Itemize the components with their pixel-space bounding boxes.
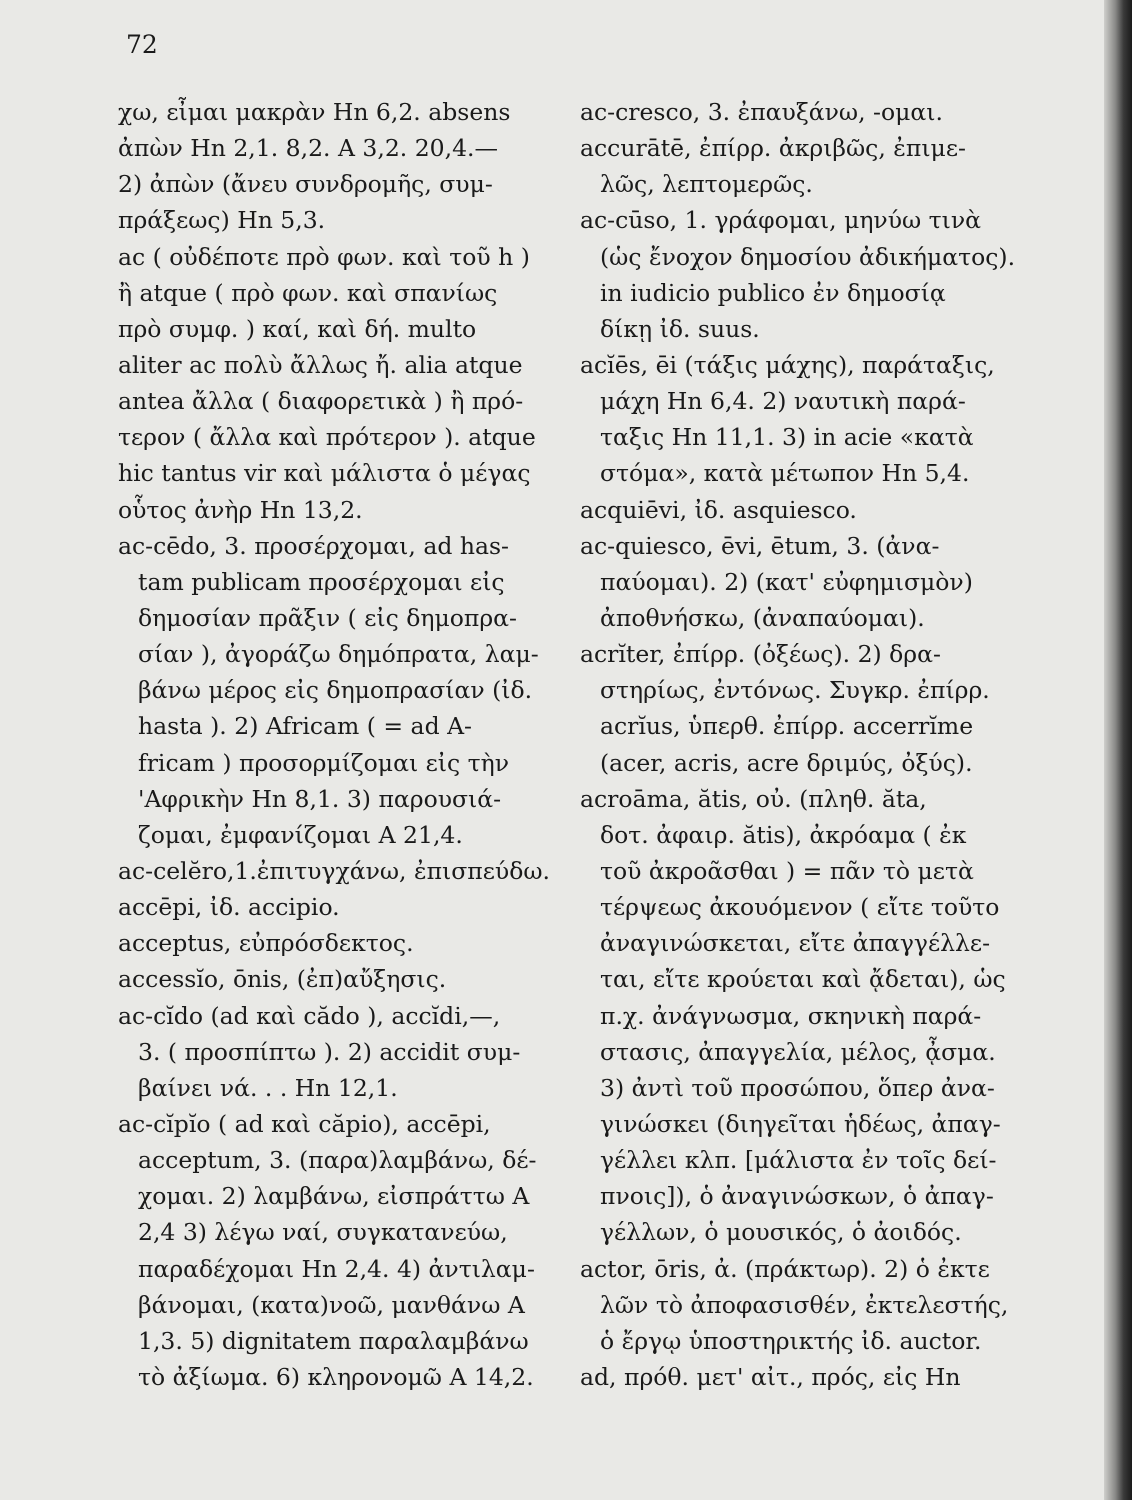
right-column: [580, 94, 1020, 1395]
dictionary-line: χω, εἶμαι μακρὰν Hn 6,2. absens: [118, 98, 511, 126]
dictionary-line: π.χ. ἀνάγνωσμα, σκηνικὴ παρά-: [600, 1001, 982, 1030]
left-column: [118, 94, 558, 1395]
dictionary-line: λῶν τὸ ἀποφασισθέν, ἐκτελεστής,: [600, 1290, 1009, 1319]
dictionary-line: (ὡς ἔνοχον δημοσίου ἀδικήματος).: [600, 242, 1016, 271]
dictionary-line: acceptum, 3. (παρα)λαμβάνω, δέ-: [138, 1146, 537, 1175]
dictionary-line: ταξις Hn 11,1. 3) in acie «κατὰ: [600, 423, 974, 452]
dictionary-line: accēpi, ἰδ. accipio.: [118, 893, 340, 922]
dictionary-line: aliter ac πολὺ ἄλλως ἤ. alia atque: [118, 350, 523, 379]
dictionary-line: acĭēs, ēi (τάξις μάχης), παράταξις,: [580, 350, 995, 379]
dictionary-line: ac-cēdo, 3. προσέρχομαι, ad has-: [118, 531, 509, 560]
dictionary-line: τὸ ἀξίωμα. 6) κληρονομῶ A 14,2.: [138, 1362, 534, 1391]
dictionary-line: πράξεως) Hn 5,3.: [118, 206, 326, 235]
dictionary-line: τερον ( ἄλλα καὶ πρότερον ). atque: [118, 423, 536, 452]
dictionary-line: accessĭo, ōnis, (ἐπ)αὔξησις.: [118, 965, 447, 994]
dictionary-line: βαίνει νά. . . Hn 12,1.: [138, 1073, 398, 1102]
dictionary-line: ac-cresco, 3. ἐπαυξάνω, -ομαι.: [580, 98, 943, 126]
dictionary-line: παραδέχομαι Hn 2,4. 4) ἀντιλαμ-: [138, 1254, 535, 1283]
dictionary-line: σίαν ), ἀγοράζω δημόπρατα, λαμ-: [138, 640, 539, 669]
dictionary-line: στόμα», κατὰ μέτωπον Hn 5,4.: [600, 459, 970, 488]
dictionary-line: μάχη Hn 6,4. 2) ναυτικὴ παρά-: [600, 387, 966, 416]
dictionary-line: ὁ ἔργῳ ὑποστηρικτής ἰδ. auctor.: [600, 1326, 982, 1355]
dictionary-line: fricam ) προσορμίζομαι εἰς τὴν: [138, 748, 510, 777]
dictionary-line: ac-cūso, 1. γράφομαι, μηνύω τινὰ: [580, 206, 982, 235]
dictionary-line: δίκῃ ἰδ. suus.: [600, 314, 760, 343]
dictionary-line: 2,4 3) λέγω ναί, συγκατανεύω,: [138, 1218, 508, 1247]
dictionary-line: acquiēvi, ἰδ. asquiesco.: [580, 495, 857, 524]
dictionary-line: ἀποθνήσκω, (ἀναπαύομαι).: [600, 603, 925, 632]
dictionary-line: acrĭter, ἐπίρρ. (ὀξέως). 2) δρα-: [580, 640, 941, 669]
dictionary-line: γέλλει κλπ. [μάλιστα ἐν τοῖς δεί-: [600, 1146, 997, 1175]
dictionary-line: 'Αφρικὴν Hn 8,1. 3) παρουσιά-: [138, 784, 502, 813]
dictionary-line: βάνω μέρος εἰς δημοπρασίαν (ἰδ.: [138, 676, 533, 705]
dictionary-line: 1,3. 5) dignitatem παραλαμβάνω: [138, 1326, 529, 1355]
dictionary-line: δημοσίαν πρᾶξιν ( εἰς δημοπρα-: [138, 603, 517, 632]
dictionary-line: τέρψεως ἀκουόμενον ( εἴτε τοῦτο: [600, 893, 1000, 922]
dictionary-line: ἢ atque ( πρὸ φων. καὶ σπανίως: [118, 278, 498, 307]
dictionary-line: λῶς, λεπτομερῶς.: [600, 170, 813, 199]
dictionary-line: antea ἄλλα ( διαφορετικὰ ) ἢ πρό-: [118, 387, 524, 416]
dictionary-line: ac-quiesco, ēvi, ētum, 3. (ἀνα-: [580, 531, 940, 560]
dictionary-line: ac-cĭpĭo ( ad καὶ căpio), accēpi,: [118, 1109, 491, 1138]
dictionary-line: βάνομαι, (κατα)νοῶ, μανθάνω A: [138, 1290, 525, 1319]
dictionary-line: ἀπὼν Hn 2,1. 8,2. A 3,2. 20,4.—: [118, 134, 499, 163]
dictionary-line: τοῦ ἀκροᾶσθαι ) = πᾶν τὸ μετὰ: [600, 856, 974, 885]
dictionary-line: πρὸ συμφ. ) καί, καὶ δή. multo: [118, 314, 477, 343]
dictionary-line: hasta ). 2) Africam ( = ad A-: [138, 712, 472, 741]
page-number: 72: [126, 30, 158, 59]
dictionary-line: ται, εἴτε κρούεται καὶ ᾄδεται), ὡς: [600, 965, 1006, 994]
dictionary-line: στασις, ἀπαγγελία, μέλος, ᾆσμα.: [600, 1037, 996, 1066]
dictionary-line: στηρίως, ἐντόνως. Συγκρ. ἐπίρρ.: [600, 676, 990, 705]
page-edge-shadow: [1104, 0, 1132, 1500]
dictionary-line: actor, ōris, ἀ. (πράκτωρ). 2) ὁ ἐκτε: [580, 1254, 990, 1283]
dictionary-line: ζομαι, ἐμφανίζομαι A 21,4.: [138, 820, 463, 849]
dictionary-line: ac ( οὐδέποτε πρὸ φων. καὶ τοῦ h ): [118, 242, 530, 271]
dictionary-line: ἀναγινώσκεται, εἴτε ἀπαγγέλλε-: [600, 929, 991, 958]
dictionary-line: παύομαι). 2) (κατ' εὐφημισμὸν): [600, 567, 973, 596]
dictionary-line: 3. ( προσπίπτω ). 2) accidit συμ-: [138, 1037, 521, 1066]
dictionary-line: in iudicio publico ἐν δημοσίᾳ: [600, 278, 946, 307]
dictionary-line: acrĭus, ὑπερθ. ἐπίρρ. accerrĭme: [600, 712, 974, 741]
dictionary-line: γινώσκει (διηγεῖται ἡδέως, ἀπαγ-: [600, 1109, 1001, 1138]
dictionary-line: οὗτος ἀνὴρ Hn 13,2.: [118, 495, 363, 524]
dictionary-line: γέλλων, ὁ μουσικός, ὁ ἀοιδός.: [600, 1218, 962, 1247]
dictionary-line: accurātē, ἐπίρρ. ἀκριβῶς, ἐπιμε-: [580, 134, 966, 163]
dictionary-line: (acer, acris, acre δριμύς, ὀξύς).: [600, 748, 973, 777]
dictionary-line: 2) ἀπὼν (ἄνευ συνδρομῆς, συμ-: [118, 170, 493, 199]
dictionary-line: hic tantus vir καὶ μάλιστα ὁ μέγας: [118, 459, 531, 488]
dictionary-line: tam publicam προσέρχομαι εἰς: [138, 567, 505, 596]
dictionary-line: δοτ. ἀφαιρ. ătis), ἀκρόαμα ( ἐκ: [600, 820, 967, 849]
dictionary-line: πνοις]), ὁ ἀναγινώσκων, ὁ ἀπαγ-: [600, 1182, 994, 1211]
dictionary-line: 3) ἀντὶ τοῦ προσώπου, ὅπερ ἀνα-: [600, 1073, 995, 1102]
dictionary-line: ac-celĕro,1.ἐπιτυγχάνω, ἐπισπεύδω.: [118, 856, 550, 885]
dictionary-line: ac-cĭdo (ad καὶ cădo ), accĭdi,—,: [118, 1001, 501, 1030]
dictionary-line: ad, πρόθ. μετ' αἰτ., πρός, εἰς Hn: [580, 1362, 961, 1391]
dictionary-line: acroāma, ătis, οὐ. (πληθ. ăta,: [580, 784, 927, 813]
dictionary-line: χομαι. 2) λαμβάνω, εἰσπράττω A: [138, 1182, 530, 1211]
dictionary-line: acceptus, εὐπρόσδεκτος.: [118, 929, 414, 958]
